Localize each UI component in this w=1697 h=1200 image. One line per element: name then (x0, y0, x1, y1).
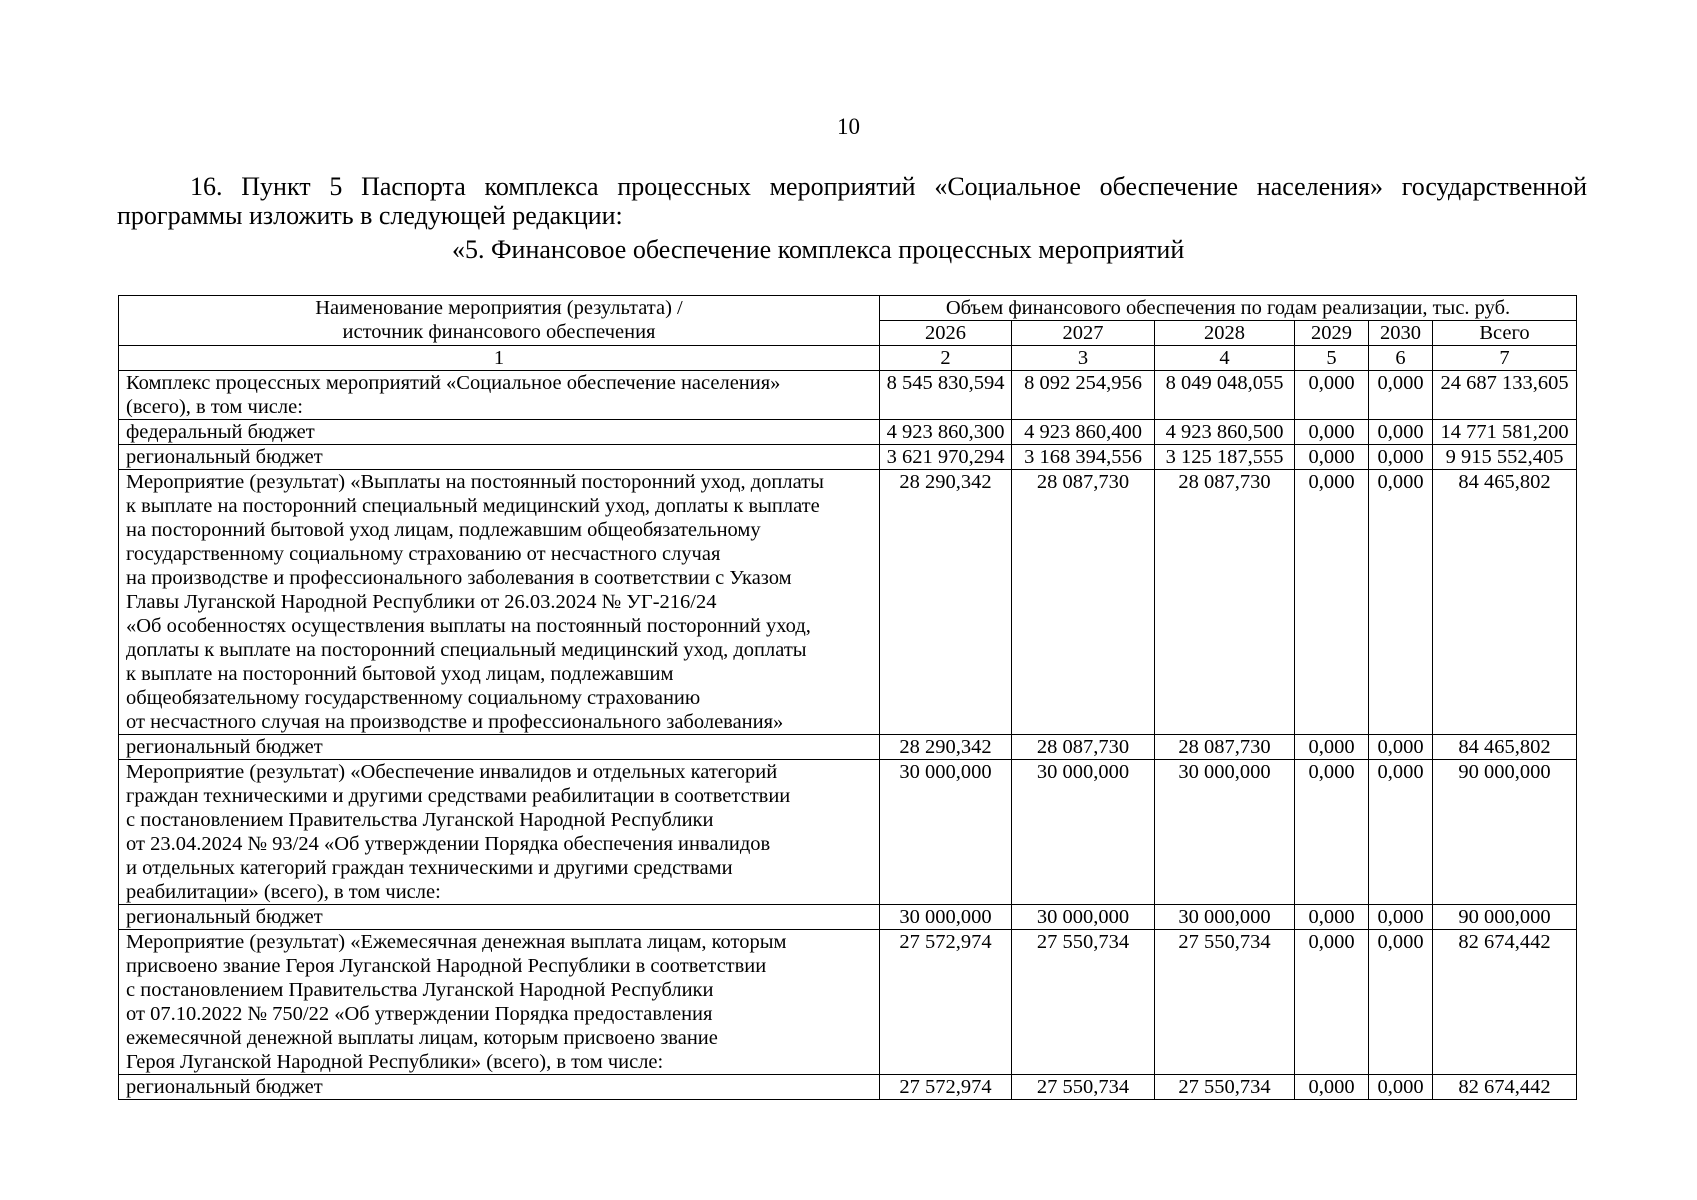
header-year-2: 2028 (1155, 321, 1295, 346)
row-value-cell: 82 674,442 (1433, 1075, 1577, 1100)
row-value-cell: 27 550,734 (1155, 930, 1295, 1075)
header-number-0: 1 (119, 346, 880, 371)
row-value-cell: 0,000 (1369, 445, 1433, 470)
table-row (119, 930, 1577, 1075)
row-value-cell: 30 000,000 (880, 905, 1012, 930)
header-number-4: 5 (1295, 346, 1369, 371)
header-number-3: 4 (1155, 346, 1295, 371)
row-value-cell: 0,000 (1369, 470, 1433, 735)
row-value-cell: 3 168 394,556 (1012, 445, 1155, 470)
row-value-cell: 27 572,974 (880, 1075, 1012, 1100)
row-value-cell: 0,000 (1295, 735, 1369, 760)
header-year-1: 2027 (1012, 321, 1155, 346)
row-value-cell: 4 923 860,400 (1012, 420, 1155, 445)
table-header-row (119, 296, 1577, 321)
row-value-cell: 90 000,000 (1433, 905, 1577, 930)
financing-table (118, 295, 1577, 1100)
table-row (119, 760, 1577, 905)
row-name-cell: региональный бюджет (119, 905, 880, 930)
row-name-cell: Мероприятие (результат) «Ежемесячная денежная выплата лицам, которым присвоено звание Героя Луганской Народной Республики в соответствии с постановлением Правительства Луганской Народной Республики от 07.10.2022 № 750/22 «Об утверждении Порядка предоставления ежемесячной денежной выплаты лицам, которым присвоено звание Героя Луганской Народной Республики» (всего), в том числе: (119, 930, 880, 1075)
intro-paragraph (117, 172, 1587, 230)
row-value-cell: 84 465,802 (1433, 470, 1577, 735)
row-value-cell: 0,000 (1295, 1075, 1369, 1100)
row-value-cell: 28 290,342 (880, 470, 1012, 735)
row-value-cell: 0,000 (1295, 905, 1369, 930)
row-value-cell: 0,000 (1295, 445, 1369, 470)
row-name-cell: региональный бюджет (119, 735, 880, 760)
row-value-cell: 28 087,730 (1155, 735, 1295, 760)
header-number-2: 3 (1012, 346, 1155, 371)
header-number-5: 6 (1369, 346, 1433, 371)
row-value-cell: 3 621 970,294 (880, 445, 1012, 470)
row-value-cell: 0,000 (1295, 760, 1369, 905)
row-value-cell: 0,000 (1369, 735, 1433, 760)
header-year-0: 2026 (880, 321, 1012, 346)
header-year-5: Всего (1433, 321, 1577, 346)
page-number: 10 (837, 114, 860, 139)
intro-text: 16. Пункт 5 Паспорта комплекса процессных мероприятий «Социальное обеспечение населения» государственной программы изложить в следующей редакции: (117, 172, 1587, 230)
row-name-cell: федеральный бюджет (119, 420, 880, 445)
row-value-cell: 30 000,000 (1012, 760, 1155, 905)
header-number-6: 7 (1433, 346, 1577, 371)
row-value-cell: 84 465,802 (1433, 735, 1577, 760)
row-value-cell: 14 771 581,200 (1433, 420, 1577, 445)
table-numbers-row (119, 346, 1577, 371)
row-value-cell: 27 572,974 (880, 930, 1012, 1075)
row-value-cell: 28 290,342 (880, 735, 1012, 760)
row-value-cell: 28 087,730 (1012, 735, 1155, 760)
row-value-cell: 0,000 (1369, 1075, 1433, 1100)
row-value-cell: 0,000 (1369, 930, 1433, 1075)
row-value-cell: 30 000,000 (1012, 905, 1155, 930)
row-name-cell: региональный бюджет (119, 445, 880, 470)
table-row (119, 470, 1577, 735)
row-value-cell: 0,000 (1369, 420, 1433, 445)
row-value-cell: 28 087,730 (1155, 470, 1295, 735)
row-value-cell: 4 923 860,500 (1155, 420, 1295, 445)
row-value-cell: 30 000,000 (1155, 905, 1295, 930)
header-year-4: 2030 (1369, 321, 1433, 346)
row-value-cell: 0,000 (1295, 420, 1369, 445)
row-value-cell: 0,000 (1295, 930, 1369, 1075)
row-value-cell: 0,000 (1369, 371, 1433, 420)
header-volume-column: Объем финансового обеспечения по годам реализации, тыс. руб. (880, 296, 1577, 321)
row-value-cell: 8 545 830,594 (880, 371, 1012, 420)
table-row (119, 445, 1577, 470)
row-value-cell: 0,000 (1295, 470, 1369, 735)
row-value-cell: 27 550,734 (1012, 1075, 1155, 1100)
header-number-1: 2 (880, 346, 1012, 371)
row-value-cell: 0,000 (1369, 905, 1433, 930)
row-name-cell: Комплекс процессных мероприятий «Социальное обеспечение населения» (всего), в том числе: (119, 371, 880, 420)
table-body (119, 296, 1577, 1100)
header-year-3: 2029 (1295, 321, 1369, 346)
table-row (119, 735, 1577, 760)
row-value-cell: 82 674,442 (1433, 930, 1577, 1075)
section-title: «5. Финансовое обеспечение комплекса процессных мероприятий (452, 235, 1185, 264)
row-value-cell: 0,000 (1295, 371, 1369, 420)
table-row (119, 371, 1577, 420)
row-name-cell: региональный бюджет (119, 1075, 880, 1100)
row-value-cell: 4 923 860,300 (880, 420, 1012, 445)
table-row (119, 1075, 1577, 1100)
row-value-cell: 90 000,000 (1433, 760, 1577, 905)
row-value-cell: 28 087,730 (1012, 470, 1155, 735)
row-value-cell: 0,000 (1369, 760, 1433, 905)
row-name-cell: Мероприятие (результат) «Обеспечение инвалидов и отдельных категорий граждан техническими и другими средствами реабилитации в соответствии с постановлением Правительства Луганской Народной Республики от 23.04.2024 № 93/24 «Об утверждении Порядка обеспечения инвалидов и отдельных категорий граждан техническими и другими средствами реабилитации» (всего), в том числе: (119, 760, 880, 905)
row-value-cell: 9 915 552,405 (1433, 445, 1577, 470)
row-value-cell: 8 049 048,055 (1155, 371, 1295, 420)
row-value-cell: 8 092 254,956 (1012, 371, 1155, 420)
row-name-cell: Мероприятие (результат) «Выплаты на постоянный посторонний уход, доплаты к выплате на посторонний специальный медицинский уход, доплаты к выплате на посторонний бытовой уход лицам, подлежавшим общеобязательному государственному социальному страхованию от несчастного случая на производстве и профессионального заболевания в соответствии с Указом Главы Луганской Народной Республики от 26.03.2024 № УГ-216/24 «Об особенностях осуществления выплаты на постоянный посторонний уход, доплаты к выплате на посторонний специальный медицинский уход, доплаты к выплате на посторонний бытовой уход лицам, подлежавшим общеобязательному государственному социальному страхованию от несчастного случая на производстве и профессионального заболевания» (119, 470, 880, 735)
row-value-cell: 27 550,734 (1012, 930, 1155, 1075)
header-name-column: Наименование мероприятия (результата) / источник финансового обеспечения (119, 296, 880, 346)
row-value-cell: 24 687 133,605 (1433, 371, 1577, 420)
row-value-cell: 30 000,000 (1155, 760, 1295, 905)
table-row (119, 905, 1577, 930)
row-value-cell: 3 125 187,555 (1155, 445, 1295, 470)
row-value-cell: 27 550,734 (1155, 1075, 1295, 1100)
table-row (119, 420, 1577, 445)
row-value-cell: 30 000,000 (880, 760, 1012, 905)
